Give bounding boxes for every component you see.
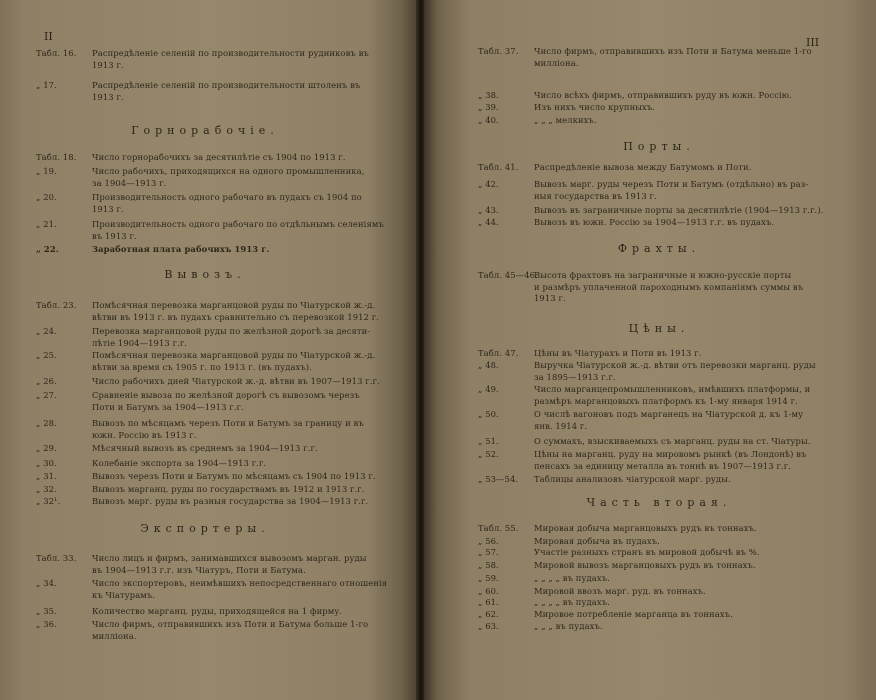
table-title-line: Число лицъ и фирмъ, занимавшихся вывозомъ марган. руды bbox=[92, 553, 367, 563]
table-number: „ 17. bbox=[36, 80, 57, 90]
table-number: „ 57. bbox=[478, 547, 499, 557]
table-title-line: Распредѣленіе селеній по производительности штоленъ въ bbox=[92, 80, 361, 90]
table-title-line: Участіе разныхъ странъ въ мировой добычѣ въ %. bbox=[534, 547, 760, 557]
right-page bbox=[424, 0, 876, 700]
table-number: „ 42. bbox=[478, 179, 499, 189]
table-title-line: Помѣсячная перевозка марганцовой руды по Чіатурской ж.-д. bbox=[92, 300, 376, 310]
table-title-line: вѣтви въ 1913 г. въ пудахъ сравнительно съ перевозкой 1912 г. bbox=[92, 311, 380, 322]
table-number: „ 29. bbox=[36, 443, 57, 453]
table-number: „ 34. bbox=[36, 578, 57, 588]
table-title-line: Перевозка марганцовой руды по желѣзной дорогѣ за десяти- bbox=[92, 326, 371, 336]
table-title-line: и размѣръ уплаченной пароходнымъ компаніямъ суммы въ bbox=[534, 281, 804, 292]
section-heading: Порты. bbox=[623, 140, 695, 153]
table-title-line: Число марганцепромышленниковъ, имѣвшихъ платформы, и bbox=[534, 384, 811, 394]
table-title-line: размѣръ марганцовыхъ платформъ къ 1-му января 1914 г. bbox=[534, 395, 798, 406]
table-title-line: Поти и Батумъ за 1904—1913 г.г. bbox=[92, 401, 244, 412]
table-number: „ 49. bbox=[478, 384, 499, 394]
left-page bbox=[0, 0, 418, 700]
table-title-line: за 1895—1913 г.г. bbox=[534, 371, 616, 382]
table-title-line: за 1904—1913 г. bbox=[92, 177, 167, 188]
table-number: „ 40. bbox=[478, 115, 499, 125]
table-title-line: Вывозъ марганц. руды по государствамъ въ 1912 и 1913 г.г. bbox=[92, 484, 365, 494]
table-number: „ 63. bbox=[478, 621, 499, 631]
table-title-line: О числѣ вагоновъ подъ марганецъ на Чіатурской д. къ 1-му bbox=[534, 409, 804, 419]
table-title-line: Мировой ввозъ марг. руд. въ тоннахъ. bbox=[534, 586, 706, 596]
table-title-line: Вывозъ въ заграничные порты за десятилѣтіе (1904—1913 г.г.). bbox=[534, 205, 824, 215]
table-number: „ 30. bbox=[36, 458, 57, 468]
table-number: „ 21. bbox=[36, 219, 57, 229]
table-number: „ 27. bbox=[36, 390, 57, 400]
table-number: „ 50. bbox=[478, 409, 499, 419]
table-number: Табл. 55. bbox=[478, 523, 519, 533]
table-title-line: Количество марганц. руды, приходящейся на 1 фирму. bbox=[92, 606, 343, 616]
table-title-line: милліона. bbox=[92, 630, 137, 641]
section-heading: Горнорабочіе. bbox=[131, 124, 279, 137]
table-number: „ 53—54. bbox=[478, 474, 519, 484]
table-title-line: Колебаніе экспорта за 1904—1913 г.г. bbox=[92, 458, 267, 468]
table-title-line: въ 1904—1913 г.г. изъ Чіатуръ, Поти и Батума. bbox=[92, 564, 306, 575]
table-title-line: 1913 г. bbox=[92, 91, 124, 102]
table-number: Табл. 45—46. bbox=[478, 270, 538, 280]
table-title-line: „ „ „ „ въ пудахъ. bbox=[534, 597, 610, 607]
section-heading: Экспортеры. bbox=[140, 522, 270, 535]
table-title-line: „ „ „ „ въ пудахъ. bbox=[534, 573, 610, 583]
table-number: „ 60. bbox=[478, 586, 499, 596]
table-number: „ 43. bbox=[478, 205, 499, 215]
table-title-line: „ „ „ мелкихъ. bbox=[534, 115, 597, 125]
table-number: „ 51. bbox=[478, 436, 499, 446]
table-number: „ 56. bbox=[478, 536, 499, 546]
table-number: „ 48. bbox=[478, 360, 499, 370]
table-title-line: пенсахъ за единицу металла въ тоннѣ въ 1907—1913 г.г. bbox=[534, 460, 791, 471]
table-title-line: Сравненіе вывоза по желѣзной дорогѣ съ вывозомъ черезъ bbox=[92, 390, 360, 400]
section-heading: Фрахты. bbox=[617, 242, 701, 255]
table-title-line: Мѣсячный вывозъ въ среднемъ за 1904—1913 г.г. bbox=[92, 443, 318, 453]
table-title-line: Мировая добыча марганцовыхъ рудъ въ тоннахъ. bbox=[534, 523, 757, 533]
table-number: „ 36. bbox=[36, 619, 57, 629]
table-title-line: Число всѣхъ фирмъ, отправившихъ руду въ южн. Россію. bbox=[534, 90, 792, 100]
table-title-line: Мировой вывозъ марганцовыхъ рудъ въ тоннахъ. bbox=[534, 560, 756, 570]
table-number: „ 25. bbox=[36, 350, 57, 360]
section-heading: Часть вторая. bbox=[586, 496, 732, 509]
table-title-line: Вывозъ въ южн. Россію за 1904—1913 г.г. въ пудахъ. bbox=[534, 217, 775, 227]
table-number: „ 61. bbox=[478, 597, 499, 607]
table-title-line: Вывозъ марг. руды въ разныя государства за 1904—1913 г.г. bbox=[92, 496, 369, 506]
table-title-line: Помѣсячная перевозка марганцовой руды по Чіатурской ж.-д. bbox=[92, 350, 376, 360]
table-title-line: Мировая добыча въ пудахъ. bbox=[534, 536, 660, 546]
table-number: „ 44. bbox=[478, 217, 499, 227]
table-title-line: Число экспортеровъ, неимѣвшихъ непосредственнаго отношенія bbox=[92, 578, 388, 588]
table-number: „ 32¹. bbox=[36, 496, 61, 506]
table-title-line: Высота фрахтовъ на заграничные и южно-русскіе порты bbox=[534, 270, 792, 280]
section-heading: Цѣны. bbox=[628, 322, 690, 335]
table-title-line: Изъ нихъ число крупныхъ. bbox=[534, 102, 656, 112]
table-number: Табл. 37. bbox=[478, 46, 519, 56]
table-number: „ 32. bbox=[36, 484, 57, 494]
table-number: „ 28. bbox=[36, 418, 57, 428]
table-title-line: Цѣны въ Чіатурахъ и Поти въ 1913 г. bbox=[534, 348, 702, 358]
table-title-line: къ Чіатурамъ. bbox=[92, 589, 156, 600]
table-title-line: Число рабочихъ, приходящихся на одного промышленника, bbox=[92, 166, 365, 176]
table-number: „ 19. bbox=[36, 166, 57, 176]
page-number-right: III bbox=[806, 36, 820, 49]
table-title-line: Таблицы анализовъ чіатурской марг. руды. bbox=[534, 474, 731, 484]
table-title-line: янв. 1914 г. bbox=[534, 420, 588, 431]
table-title-line: Вывозъ марг. руды черезъ Поти и Батумъ (отдѣльно) въ раз- bbox=[534, 179, 809, 189]
table-number: Табл. 41. bbox=[478, 162, 519, 172]
table-number: „ 20. bbox=[36, 192, 57, 202]
table-number: „ 59. bbox=[478, 573, 499, 583]
table-title-line: 1913 г. bbox=[92, 203, 124, 214]
table-title-line: Число фирмъ, отправившихъ изъ Поти и Батума меньше 1-го bbox=[534, 46, 812, 56]
table-number: Табл. 16. bbox=[36, 48, 77, 58]
table-number: „ 24. bbox=[36, 326, 57, 336]
table-title-line: 1913 г. bbox=[92, 59, 124, 70]
table-title-line: Число фирмъ, отправившихъ изъ Поти и Батума больше 1-го bbox=[92, 619, 369, 629]
table-title-line: Производительность одного рабочаго въ пудахъ съ 1904 по bbox=[92, 192, 362, 202]
table-title-line: южн. Россію въ 1913 г. bbox=[92, 429, 197, 440]
table-title-line: Вывозъ черезъ Поти и Батумъ по мѣсяцамъ съ 1904 по 1913 г. bbox=[92, 471, 376, 481]
page-number-left: II bbox=[44, 30, 53, 43]
table-number: „ 31. bbox=[36, 471, 57, 481]
table-number: Табл. 33. bbox=[36, 553, 77, 563]
table-title-line: О суммахъ, взыскиваемыхъ съ марганц. руды на ст. Чіатуры. bbox=[534, 436, 811, 446]
table-title-line: Число горнорабочихъ за десятилѣтіе съ 1904 по 1913 г. bbox=[92, 152, 346, 162]
table-number: „ 58. bbox=[478, 560, 499, 570]
table-number: „ 38. bbox=[478, 90, 499, 100]
table-number: „ 22. bbox=[36, 244, 59, 254]
table-number: Табл. 18. bbox=[36, 152, 77, 162]
section-heading: Вывозъ. bbox=[164, 268, 246, 281]
table-number: „ 26. bbox=[36, 376, 57, 386]
table-title-line: Заработная плата рабочихъ 1913 г. bbox=[92, 244, 270, 254]
table-title-line: Выручка Чіатурской ж.-д. вѣтви отъ перевозки марганц. руды bbox=[534, 360, 816, 370]
table-title-line: Вывозъ по мѣсяцамъ черезъ Поти и Батумъ за границу и въ bbox=[92, 418, 364, 428]
table-title-line: 1913 г. bbox=[534, 293, 566, 304]
table-title-line: Распредѣленіе вывоза между Батумомъ и Поти. bbox=[534, 162, 752, 172]
table-number: „ 62. bbox=[478, 609, 499, 619]
table-title-line: въ 1913 г. bbox=[92, 230, 137, 241]
table-title-line: милліона. bbox=[534, 57, 579, 68]
table-number: Табл. 23. bbox=[36, 300, 77, 310]
table-title-line: вѣтви за время съ 1905 г. по 1913 г. (въ пудахъ). bbox=[92, 361, 312, 372]
table-title-line: лѣтіе 1904—1913 г.г. bbox=[92, 337, 188, 348]
table-number: Табл. 47. bbox=[478, 348, 519, 358]
table-number: „ 52. bbox=[478, 449, 499, 459]
table-title-line: Число рабочихъ дней Чіатурской ж.-д. вѣтви въ 1907—1913 г.г. bbox=[92, 376, 380, 386]
table-title-line: Распредѣленіе селеній по производительности рудниковъ въ bbox=[92, 48, 369, 58]
table-number: „ 35. bbox=[36, 606, 57, 616]
table-title-line: Производительность одного рабочаго по отдѣльнымъ селеніямъ bbox=[92, 219, 384, 229]
table-title-line: ныя государства въ 1913 г. bbox=[534, 190, 657, 201]
table-number: „ 39. bbox=[478, 102, 499, 112]
table-title-line: Мировое потребленіе марганца въ тоннахъ. bbox=[534, 609, 733, 619]
table-title-line: Цѣны на марганц. руду на мировомъ рынкѣ (въ Лондонѣ) въ bbox=[534, 449, 807, 459]
table-title-line: „ „ „ въ пудахъ. bbox=[534, 621, 603, 631]
